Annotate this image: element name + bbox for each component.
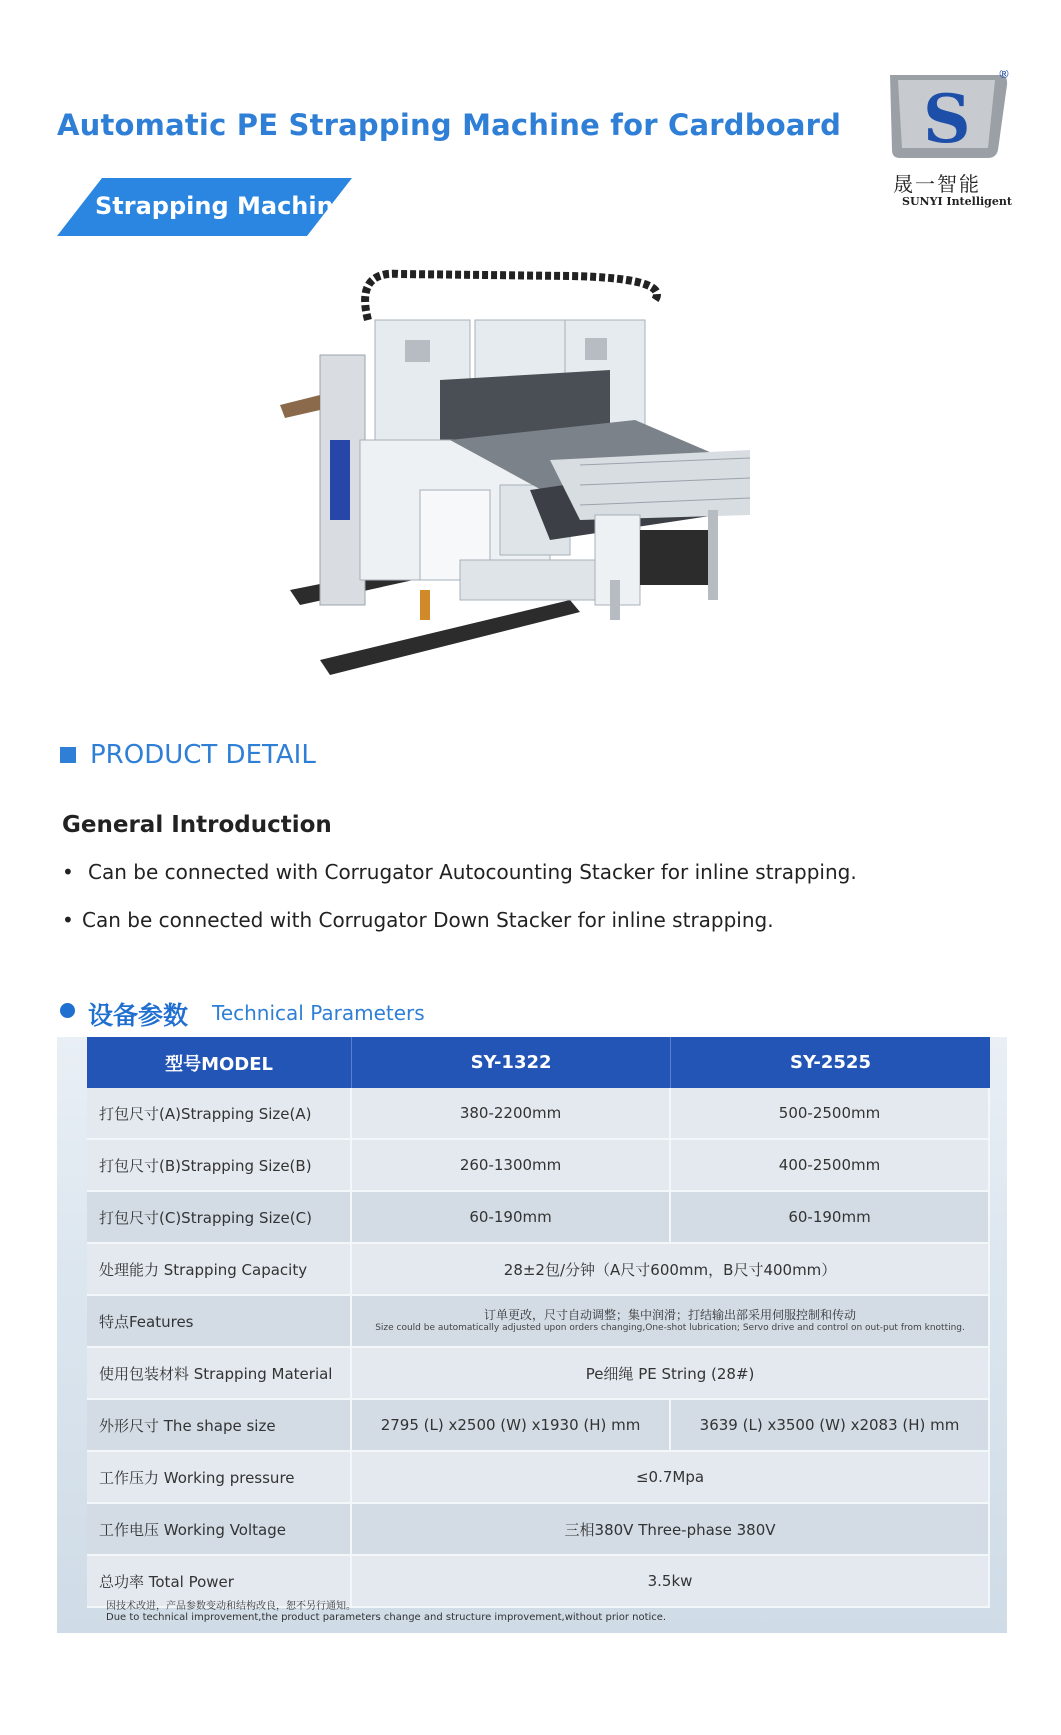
section-marker (60, 747, 76, 763)
table-row (87, 1296, 990, 1348)
section-dot-icon (60, 1003, 75, 1018)
row-label: 外形尺寸 The shape size (87, 1400, 352, 1452)
column-header-sy1322: SY-1322 (352, 1037, 671, 1088)
table-row (87, 1088, 990, 1140)
technical-heading-english: Technical Parameters (212, 1001, 425, 1025)
row-label: 使用包装材料 Strapping Material (87, 1348, 352, 1400)
cell-value: 500-2500mm (671, 1088, 990, 1140)
brand-name-chinese: 晟一智能 (893, 172, 981, 196)
spec-table (87, 1037, 990, 1608)
row-label: 打包尺寸(C)Strapping Size(C) (87, 1192, 352, 1244)
cell-value: 60-190mm (352, 1192, 671, 1244)
table-row (87, 1244, 990, 1296)
intro-bullet-text: Can be connected with Corrugator Down Stacker for inline strapping. (82, 908, 774, 932)
page-title: Automatic PE Strapping Machine for Cardboard (57, 108, 842, 142)
row-label: 工作压力 Working pressure (87, 1452, 352, 1504)
product-detail-heading: PRODUCT DETAIL (90, 740, 316, 770)
features-english: Size could be automatically adjusted upon orders changing,One-shot lubrication; Servo drive and control on out-put from knotting. (375, 1322, 965, 1333)
table-row (87, 1452, 990, 1504)
general-introduction-title: General Introduction (62, 812, 332, 838)
intro-bullet-2 (62, 908, 774, 932)
table-row (87, 1400, 990, 1452)
features-cell (352, 1296, 990, 1348)
cell-value: ≤0.7Mpa (352, 1452, 990, 1504)
technical-heading-chinese: 设备参数 (88, 1001, 189, 1030)
table-row (87, 1192, 990, 1244)
bullet-mark: • (62, 860, 74, 884)
category-tag: Strapping Machine (95, 192, 350, 220)
bullet-mark: • (62, 908, 74, 932)
row-label: 工作电压 Working Voltage (87, 1504, 352, 1556)
disclaimer-english: Due to technical improvement,the product parameters change and structure improvement,without prior notice. (106, 1612, 667, 1623)
strapping-machine-image (280, 260, 800, 700)
intro-bullet-1 (62, 860, 857, 884)
row-label: 打包尺寸(B)Strapping Size(B) (87, 1140, 352, 1192)
cell-value: 260-1300mm (352, 1140, 671, 1192)
cell-value: 3.5kw (352, 1556, 990, 1608)
brand-name-english: SUNYI Intelligent (902, 195, 1012, 208)
row-label: 打包尺寸(A)Strapping Size(A) (87, 1088, 352, 1140)
features-chinese: 订单更改，尺寸自动调整；集中润滑；打结输出部采用伺服控制和传动 (484, 1307, 857, 1322)
row-label: 总功率 Total Power (87, 1556, 352, 1608)
cell-value: 380-2200mm (352, 1088, 671, 1140)
table-row (87, 1140, 990, 1192)
cell-value: 400-2500mm (671, 1140, 990, 1192)
cell-value: 28±2包/分钟（A尺寸600mm，B尺寸400mm） (352, 1244, 990, 1296)
cell-value: 2795 (L) x2500 (W) x1930 (H) mm (352, 1400, 671, 1452)
cell-value: 3639 (L) x3500 (W) x2083 (H) mm (671, 1400, 990, 1452)
row-label: 处理能力 Strapping Capacity (87, 1244, 352, 1296)
table-row (87, 1348, 990, 1400)
logo-letter: S (923, 80, 971, 158)
column-header-sy2525: SY-2525 (671, 1037, 990, 1088)
cell-value: Pe细绳 PE String (28#) (352, 1348, 990, 1400)
table-header-row (87, 1037, 990, 1088)
registered-mark: ® (998, 70, 1010, 81)
row-label: 特点Features (87, 1296, 352, 1348)
cell-value: 三相380V Three-phase 380V (352, 1504, 990, 1556)
column-header-model: 型号MODEL (87, 1037, 352, 1088)
table-row (87, 1504, 990, 1556)
cell-value: 60-190mm (671, 1192, 990, 1244)
intro-bullet-text: Can be connected with Corrugator Autocounting Stacker for inline strapping. (88, 860, 857, 884)
disclaimer-chinese: 因技术改进，产品参数变动和结构改良，恕不另行通知。 (106, 1601, 356, 1612)
